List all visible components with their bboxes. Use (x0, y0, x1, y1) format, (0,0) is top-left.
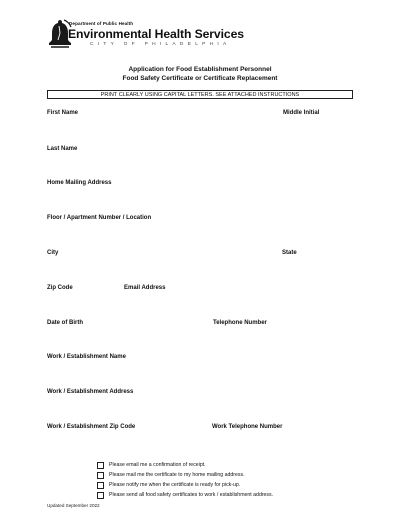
work-zip-field[interactable]: Work / Establishment Zip Code (47, 424, 136, 430)
checkbox[interactable] (97, 462, 104, 469)
work-address-field[interactable]: Work / Establishment Address (47, 389, 134, 395)
option-email-confirmation[interactable] (97, 460, 273, 470)
zip-code-field[interactable]: Zip Code (47, 285, 73, 291)
first-name-field[interactable]: First Name (47, 110, 79, 116)
state-field[interactable]: State (282, 250, 297, 256)
middle-initial-field[interactable]: Middle Initial (283, 110, 320, 116)
form-subtitle: Food Safety Certificate or Certificate Replacement (122, 75, 278, 82)
option-label: Please email me a confirmation of receipt. (109, 462, 206, 468)
checkbox[interactable] (97, 482, 104, 489)
option-label: Please notify me when the certificate is ready for pick-up. (109, 482, 241, 488)
telephone-field[interactable]: Telephone Number (213, 320, 267, 326)
last-name-field[interactable]: Last Name (47, 146, 78, 152)
service-name: Environmental Health Services (68, 27, 244, 41)
form-title: Application for Food Establishment Personnel (128, 66, 272, 73)
work-name-field[interactable]: Work / Establishment Name (47, 354, 126, 360)
options-list (97, 460, 273, 500)
option-send-to-work[interactable] (97, 490, 273, 500)
checkbox[interactable] (97, 472, 104, 479)
email-field[interactable]: Email Address (124, 285, 166, 291)
updated-date: Updated September 2022 (47, 503, 100, 508)
date-of-birth-field[interactable]: Date of Birth (47, 320, 83, 326)
option-mail-home[interactable] (97, 470, 273, 480)
option-notify-pickup[interactable] (97, 480, 273, 490)
floor-apartment-field[interactable]: Floor / Apartment Number / Location (47, 215, 152, 221)
ehs-logo (47, 18, 244, 52)
city-name: CITY OF PHILADELPHIA (90, 42, 231, 47)
work-telephone-field[interactable]: Work Telephone Number (212, 424, 283, 430)
home-address-field[interactable]: Home Mailing Address (47, 180, 112, 186)
city-field[interactable]: City (47, 250, 59, 256)
instructions-box: PRINT CLEARLY USING CAPITAL LETTERS. SEE ATTACHED INSTRUCTIONS (47, 90, 353, 99)
option-label: Please send all food safety certificates to work / establishment address. (109, 492, 274, 498)
checkbox[interactable] (97, 492, 104, 499)
option-label: Please mail me the certificate to my home mailing address. (109, 472, 245, 478)
department-name: Department of Public Health (69, 21, 134, 26)
